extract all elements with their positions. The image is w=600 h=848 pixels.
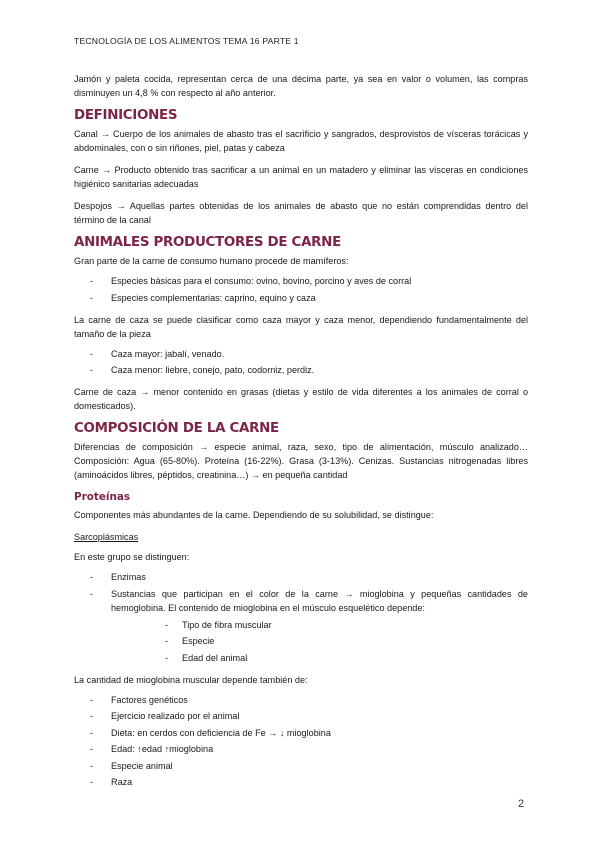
list-item: - Especies complementarias: caprino, equino y caza [90,292,316,303]
dash-bullet: - [90,292,94,303]
heading-sarcoplasmicas: Sarcoplásmicas [74,532,139,542]
definition-carne: Carne → Producto obtenido tras sacrificar a un animal en un matadero y eliminar las vísceras en condiciones higiénico sanitarias adecuadas [74,165,528,189]
heading-animales: ANIMALES PRODUCTORES DE CARNE [74,235,341,250]
list-item: - Edad: ↑edad ↑mioglobina [90,744,214,754]
list-item: - Dieta: en cerdos con deficiencia de Fe → ↓ mioglobina [90,727,331,738]
dash-bullet: - [90,744,94,754]
list-item: - Enzimas [90,572,146,582]
animales-intro: Gran parte de la carne de consumo humano procede de mamíferos: [74,256,349,266]
sarco-list [74,570,528,665]
caza-note: Carne de caza → menor contenido en grasas (dietas y estilo de vida diferentes a los animales de corral o domesticados). [74,387,528,411]
especies-list [74,274,528,305]
dash-bullet: - [90,276,94,286]
dash-bullet: - [90,727,94,738]
intro-paragraph: Jamón y paleta cocida, representan cerca de una décima parte, ya sea en valor o volumen, las compras disminuyen un 4,8 % con respecto al año anterior. [74,74,528,98]
composicion-paragraph: Diferencias de composición → especie animal, raza, sexo, tipo de alimentación, músculo analizado… Composición: Agua (65-80%). Proteína (16-22%). Grasa (3-13%). Cenizas. Sustancias nitrogenadas libres (aminoácidos libres, péptidos, creatinina…) → en pequeña cantidad [74,442,528,480]
dash-bullet: - [90,348,94,359]
nested-list-item: - Tipo de fibra muscular [165,619,272,630]
heading-definiciones: DEFINICIONES [74,108,178,123]
list-item: - Ejercicio realizado por el animal [90,711,240,721]
heading-composicion: COMPOSICIÓN DE LA CARNE [74,421,279,436]
proteinas-paragraph: Componentes más abundantes de la carne. Dependiendo de su solubilidad, se distingue: [74,510,434,520]
list-item: - Raza [90,777,133,787]
caza-paragraph: La carne de caza se puede clasificar como caza mayor y caza menor, dependiendo fundamentalmente del tamaño de la pieza [74,314,528,339]
dash-bullet: - [90,777,94,787]
dash-bullet: - [90,588,94,599]
list-item: - Sustancias que participan en el color de la carne → mioglobina y pequeñas cantidades de hemoglobina. El contenido de mioglobina en el músculo esquelético depende: - Tipo de fibra muscular - Especie - Edad del animal [90,588,528,663]
page-content [74,72,528,797]
heading-proteinas: Proteínas [74,491,131,503]
list-item: - Especies básicas para el consumo: ovino, bovino, porcino y aves de corral [90,276,412,286]
definition-canal: Canal → Cuerpo de los animales de abasto tras el sacrificio y sangrados, desprovistos de vísceras torácicas y abdominales, con o sin riñones, piel, patas y cabeza [74,129,528,153]
dash-bullet: - [90,694,94,705]
dash-bullet: - [90,365,94,375]
nested-list-item: - Edad del animal [165,652,248,663]
running-header: TECNOLOGÍA DE LOS ALIMENTOS TEMA 16 PARTE 1 [74,36,299,46]
list-item: - Caza mayor: jabalí, venado. [90,348,225,359]
caza-list [74,347,528,378]
list-item: - Factores genéticos [90,694,188,705]
list-item: - Especie animal [90,760,173,771]
nested-list-item: - Especie [165,636,215,646]
cantidad-intro: La cantidad de mioglobina muscular depende también de: [74,674,308,685]
dash-bullet: - [165,636,169,646]
definition-despojos: Despojos → Aquellas partes obtenidas de los animales de abasto que no están comprendidas dentro del término de la canal [74,201,528,225]
dash-bullet: - [90,572,94,582]
sarco-intro: En este grupo se distinguen: [74,552,190,562]
dash-bullet: - [90,711,94,721]
cantidad-list [74,693,528,790]
dash-bullet: - [90,760,94,771]
mioglobina-factors-list [111,618,528,665]
dash-bullet: - [165,652,169,663]
list-item: - Caza menor: liebre, conejo, pato, codorniz, perdiz. [90,365,315,375]
dash-bullet: - [165,619,169,630]
page-number: 2 [518,798,525,810]
